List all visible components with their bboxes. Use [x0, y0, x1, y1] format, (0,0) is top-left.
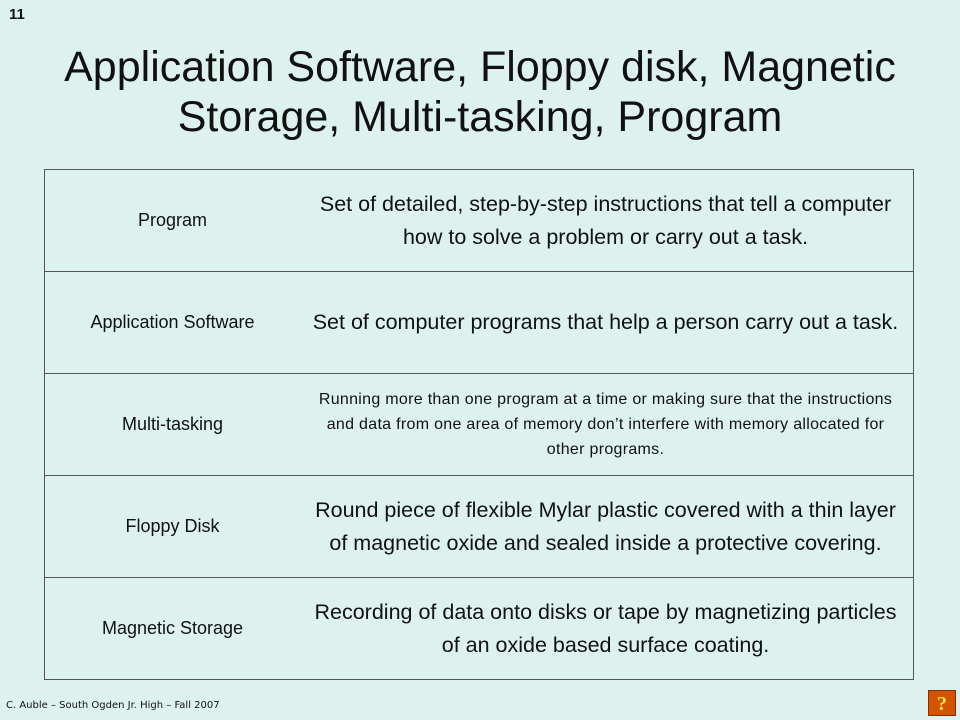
footer-credit: C. Auble – South Ogden Jr. High – Fall 2007 [6, 700, 220, 711]
table-row [45, 475, 913, 577]
definitions-table [44, 169, 914, 680]
definition-cell: Running more than one program at a time or making sure that the instructions and data from one area of memory don’t interfere with memory allocated for other programs. [318, 391, 893, 458]
definition-cell: Set of computer programs that help a person carry out a task. [312, 310, 899, 334]
definition-cell: Set of detailed, step-by-step instructions that tell a computer how to solve a problem or carry out a task. [319, 191, 892, 249]
table-row [45, 577, 913, 679]
table-row [45, 271, 913, 373]
table-row [45, 373, 913, 475]
slide-title: Application Software, Floppy disk, Magnetic Storage, Multi-tasking, Program [64, 43, 896, 141]
term-cell: Multi-tasking [121, 414, 224, 434]
term-cell: Application Software [90, 312, 255, 332]
table-row [45, 170, 913, 271]
term-cell: Floppy Disk [125, 516, 220, 536]
help-icon[interactable]: ? [928, 690, 956, 716]
definition-cell: Recording of data onto disks or tape by magnetizing particles of an oxide based surface coating. [314, 599, 897, 657]
definition-cell: Round piece of flexible Mylar plastic covered with a thin layer of magnetic oxide and sealed inside a protective covering. [315, 497, 896, 555]
term-cell: Program [137, 210, 208, 230]
term-cell: Magnetic Storage [101, 618, 244, 638]
slide-number: 11 [9, 6, 25, 23]
